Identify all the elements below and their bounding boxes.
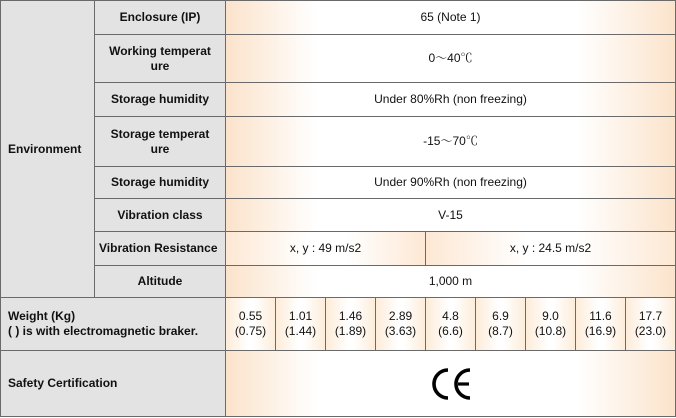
weight-value: 1.46 (1.89) xyxy=(326,298,376,351)
ce-mark-icon xyxy=(226,366,675,402)
spec-value-altitude: 1,000 m xyxy=(226,266,676,298)
safety-certification-value xyxy=(226,351,676,417)
weight-value: 0.55 (0.75) xyxy=(226,298,276,351)
spec-label-altitude: Altitude xyxy=(95,266,226,298)
table-row xyxy=(1,232,676,266)
spec-value-storage-humidity: Under 80%Rh (non freezing) xyxy=(226,83,676,117)
label-line: Working temperat xyxy=(109,43,211,58)
spec-label-working-temperature xyxy=(95,35,226,83)
spec-label-enclosure: Enclosure (IP) xyxy=(95,1,226,35)
spec-value-enclosure: 65 (Note 1) xyxy=(226,1,676,35)
label-line: ure xyxy=(150,141,170,156)
label-line: ( ) is with electromagnetic braker. xyxy=(8,324,199,338)
table-row xyxy=(1,1,676,35)
table-row xyxy=(1,298,676,351)
spec-value-vibration-class: V-15 xyxy=(226,199,676,232)
spec-value-vibration-resistance-2: x, y : 24.5 m/s2 xyxy=(426,232,676,266)
weight-value: 17.7 (23.0) xyxy=(626,298,676,351)
table-row xyxy=(1,83,676,117)
spec-label-storage-humidity-2: Storage humidity xyxy=(95,167,226,199)
weight-value: 4.8 (6.6) xyxy=(426,298,476,351)
table-row xyxy=(1,266,676,298)
spec-value-working-temperature: 0～40℃ xyxy=(226,35,676,83)
table-row xyxy=(1,117,676,167)
spec-label-vibration-class: Vibration class xyxy=(95,199,226,232)
table-row xyxy=(1,351,676,417)
spec-value-vibration-resistance-1: x, y : 49 m/s2 xyxy=(226,232,426,266)
weight-value: 6.9 (8.7) xyxy=(476,298,526,351)
label-line: ure xyxy=(150,58,170,73)
label-line: Weight (Kg) xyxy=(8,309,76,323)
weight-value: 1.01 (1.44) xyxy=(276,298,326,351)
table-row xyxy=(1,199,676,232)
environment-category-label: Environment xyxy=(1,1,95,298)
weight-value: 11.6 (16.9) xyxy=(576,298,626,351)
table-row xyxy=(1,35,676,83)
spec-value-storage-humidity-2: Under 90%Rh (non freezing) xyxy=(226,167,676,199)
spec-label-vibration-resistance: Vibration Resistance xyxy=(95,232,226,266)
spec-label-storage-temperature xyxy=(95,117,226,167)
label-line: Storage temperat xyxy=(110,126,210,141)
safety-certification-label: Safety Certification xyxy=(1,351,226,417)
table-row xyxy=(1,167,676,199)
weight-value: 2.89 (3.63) xyxy=(376,298,426,351)
weight-label xyxy=(1,298,226,351)
spec-value-storage-temperature: -15～70℃ xyxy=(226,117,676,167)
weight-value: 9.0 (10.8) xyxy=(526,298,576,351)
spec-label-storage-humidity: Storage humidity xyxy=(95,83,226,117)
